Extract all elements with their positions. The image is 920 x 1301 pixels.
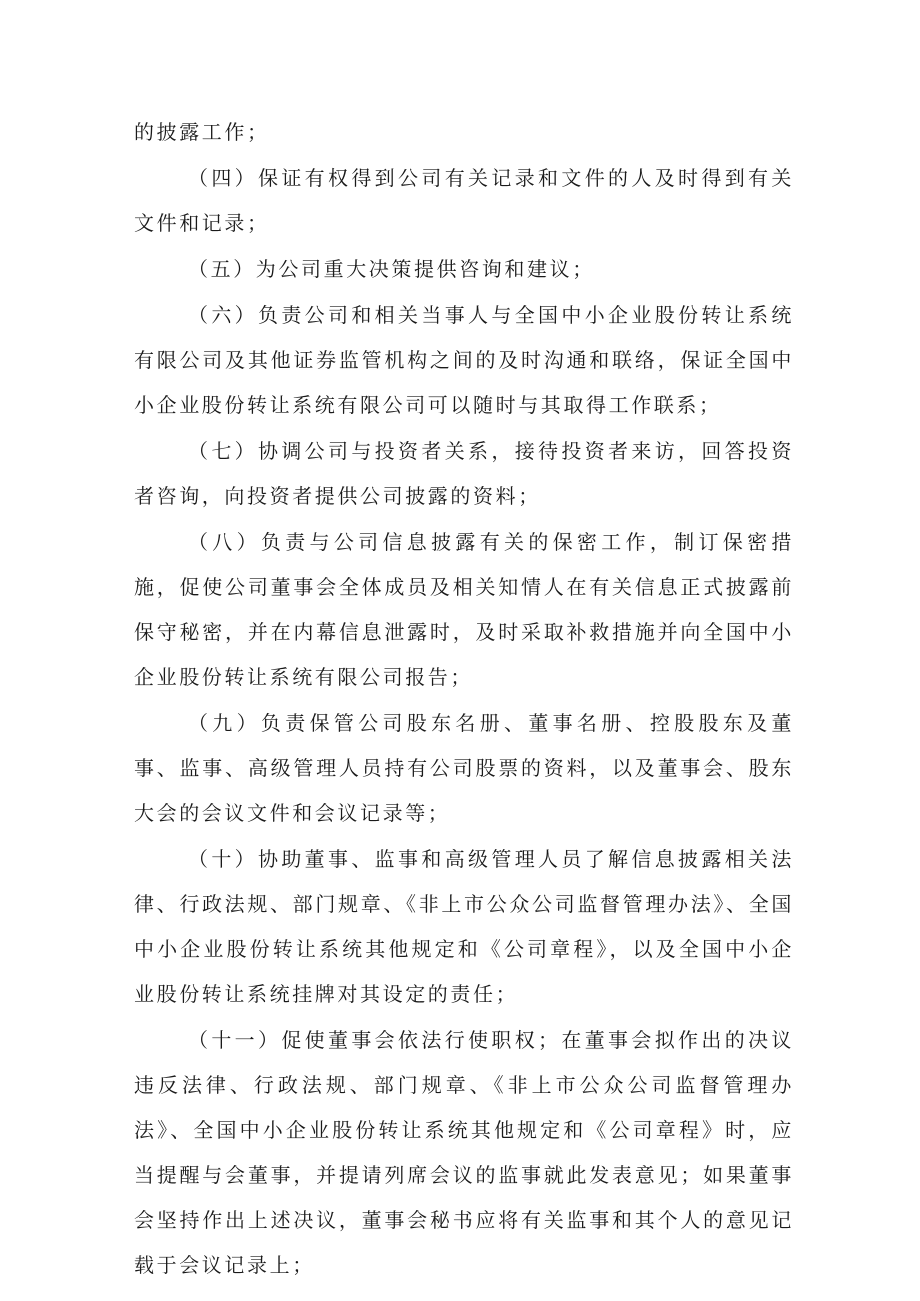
paragraph-item-8: （八）负责与公司信息披露有关的保密工作，制订保密措施，促使公司董事会全体成员及相关知情人在有关信息正式披露前保守秘密，并在内幕信息泄露时，及时采取补救措施并向全国中小企业股份转让系统有限公司报告； [134, 530, 794, 689]
paragraph-item-5: （五）为公司重大决策提供咨询和建议； [188, 257, 595, 281]
paragraph-item-4: （四）保证有权得到公司有关记录和文件的人及时得到有关文件和记录； [134, 166, 794, 235]
paragraph-continuation: 的披露工作； [134, 120, 270, 144]
paragraph-item-9: （九）负责保管公司股东名册、董事名册、控股股东及董事、监事、高级管理人员持有公司股票的资料，以及董事会、股东大会的会议文件和会议记录等； [134, 711, 794, 825]
paragraph-item-11: （十一）促使董事会依法行使职权；在董事会拟作出的决议违反法律、行政法规、部门规章、《非上市公众公司监督管理办法》、全国中小企业股份转让系统其他规定和《公司章程》时，应当提醒与会董事，并提请列席会议的监事就此发表意见；如果董事会坚持作出上述决议，董事会秘书应将有关监事和其个人的意见记载于会议记录上； [134, 1028, 794, 1277]
document-body [134, 110, 794, 1288]
paragraph-item-10: （十）协助董事、监事和高级管理人员了解信息披露相关法律、行政法规、部门规章、《非上市公众公司监督管理办法》、全国中小企业股份转让系统其他规定和《公司章程》，以及全国中小企业股份转让系统挂牌对其设定的责任； [134, 847, 794, 1006]
paragraph-item-6: （六）负责公司和相关当事人与全国中小企业股份转让系统有限公司及其他证券监管机构之间的及时沟通和联络，保证全国中小企业股份转让系统有限公司可以随时与其取得工作联系； [134, 303, 794, 417]
paragraph-item-7: （七）协调公司与投资者关系，接待投资者来访，回答投资者咨询，向投资者提供公司披露的资料； [134, 439, 794, 508]
